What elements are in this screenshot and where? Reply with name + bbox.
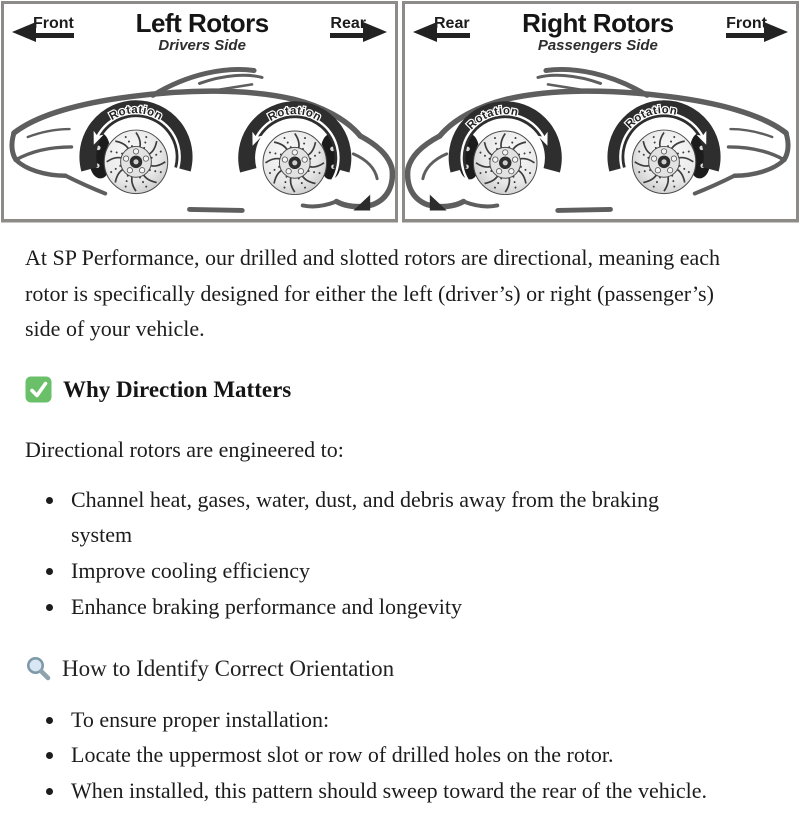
panel-subtitle: Passengers Side [537,37,658,55]
why-direction-matters-heading [25,371,725,408]
rear-direction-label [330,15,387,38]
right-arrow-icon [764,22,788,42]
right-panel-header [405,9,796,54]
panel-subtitle: Drivers Side [158,37,246,55]
engineered-to-lead: Directional rotors are engineered to: [25,437,344,463]
rear-label-text: Rear [330,15,366,38]
left-panel-titles [136,10,269,54]
left-rotors-panel [1,1,398,222]
magnifier-icon [25,655,53,683]
article [0,222,755,818]
left-panel-header [4,9,395,54]
rotation-label: Rotation [266,105,324,124]
heading-text: How to Identify Correct Orientation [62,656,395,682]
left-arrow-icon [12,22,36,42]
heading-text: Why Direction Matters [63,376,292,402]
front-label-text: Front [726,15,767,38]
left-arrow-icon [413,22,437,42]
installation-list [25,702,725,809]
rotation-label: Rotation [107,104,165,123]
right-panel-titles [522,10,673,54]
intro-paragraph: At SP Performance, our drilled and slotted rotors are directional, meaning each rotor is specifically designed for either the left (driver’s) or right (passenger’s) side of your vehicle. [25,245,721,342]
rear-direction-label [413,15,470,38]
list-item: • Improve cooling efficiency [66,553,725,589]
panel-title: Right Rotors [522,8,674,38]
car-illustration-right [405,59,796,217]
right-arrow-icon [363,22,387,42]
rotation-label: Rotation [623,104,679,132]
panel-title: Left Rotors [135,8,269,38]
front-label-text: Front [33,15,74,38]
list-item: • Channel heat, gases, water, dust, and debris away from the braking system [66,482,725,553]
benefits-list [25,482,725,625]
list-item: • Locate the uppermost slot or row of drilled holes on the rotor. [66,737,725,773]
list-item: • When installed, this pattern should sweep toward the rear of the vehicle. [66,773,725,809]
list-item: • To ensure proper installation: [66,702,725,738]
how-to-identify-heading [25,650,725,687]
front-direction-label [726,15,788,38]
list-item: • Enhance braking performance and longevity [66,589,725,625]
check-mark-icon [25,376,52,403]
right-rotors-panel [402,1,799,222]
car-illustration-left [4,59,395,217]
front-direction-label [12,15,74,38]
rotor-direction-diagram [0,0,800,222]
rotation-label: Rotation [465,105,520,133]
rear-label-text: Rear [434,15,470,38]
